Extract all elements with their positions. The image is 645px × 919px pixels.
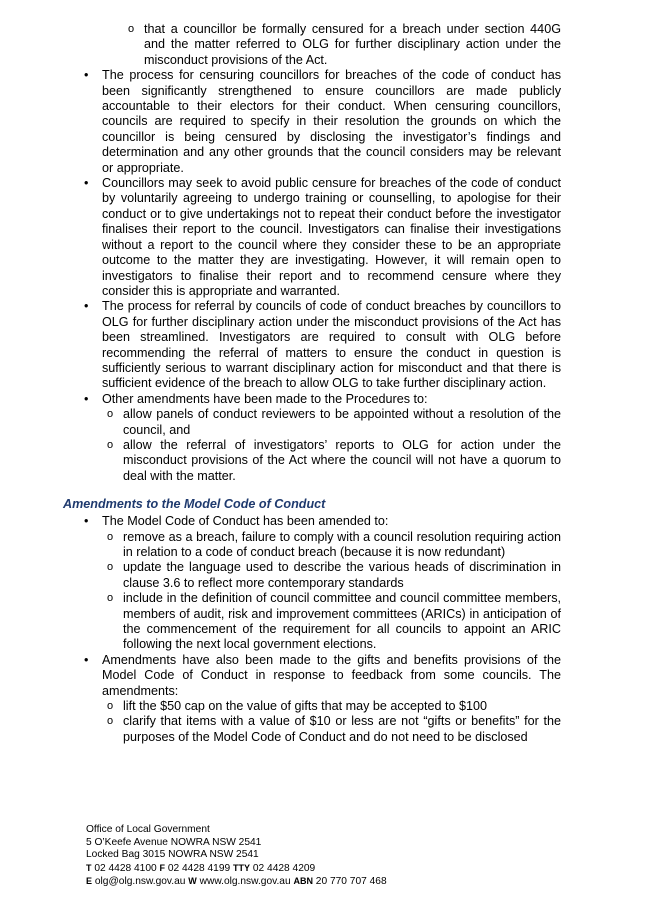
section-heading: Amendments to the Model Code of Conduct (63, 497, 326, 512)
bullet-referral-process: • The process for referral by councils of code of conduct breaches by councillors to OLG for further disciplinary action under the misconduct provisions of the Act has been streamlined. Investigators are required to consult with OLG before recommending the referral of matters to ensure the conduct in question is sufficiently serious to warrant disciplinary action for misconduct and that there is sufficient evidence of the breach to allow OLG to take further disciplinary action. (81, 299, 561, 391)
phone-value: 02 4428 4100 (94, 862, 157, 874)
other-amendments-intro: Other amendments have been made to the Procedures to: (102, 391, 428, 406)
sub-list-item: o allow the referral of investigators’ reports to OLG for action under the misconduct provisions of the Act where the council will not have a quorum to deal with the matter. (102, 438, 561, 484)
bullet-other-amendments (81, 392, 561, 484)
abn-value: 20 770 707 468 (315, 876, 387, 888)
model-code-intro: The Model Code of Conduct has been amended to: (102, 514, 389, 529)
sub-list-item: o allow panels of conduct reviewers to be appointed without a resolution of the council, and (102, 407, 561, 438)
bullet-model-code (81, 514, 561, 653)
email-link[interactable]: olg@olg.nsw.gov.au (94, 876, 186, 888)
bullet-avoid-censure: • Councillors may seek to avoid public censure for breaches of the code of conduct by voluntarily agreeing to undergo training or counselling, to apologise for their conduct or to give undertakings not to repeat their conduct before the investigator finalises their report to the council. Investigators can finalise their investigations without a report to the council where they consider these to be an appropriate outcome to the matter they are investigating. However, it will remain open to investigators to finalise their report and to recommend censure where they consider this is appropriate and warranted. (81, 176, 561, 299)
email-label: E (86, 876, 93, 887)
sub-list-item: o clarify that items with a value of $10 or less are not “gifts or benefits” for the purposes of the Model Code of Conduct and do not need to be disclosed (102, 714, 561, 745)
footer-phone-line (86, 862, 387, 876)
sub-list-item: o update the language used to describe the various heads of discrimination in clause 3.6 to reflect more contemporary standards (102, 560, 561, 591)
sub-list-item: o include in the definition of council committee and council committee members, members of audit, risk and improvement committees (ARICs) in anticipation of the commencement of the requirement for all councils to appoint an ARIC following the next local government elections. (102, 591, 561, 653)
page-footer (86, 824, 387, 889)
model-code-sublist (102, 530, 561, 653)
footer-address-street: 5 O’Keefe Avenue NOWRA NSW 2541 (86, 836, 262, 848)
procedures-bullet-list (81, 68, 561, 484)
tty-label: TTY (233, 862, 251, 873)
fax-label: F (159, 862, 166, 873)
abn-label: ABN (293, 876, 313, 887)
sub-list-item: o remove as a breach, failure to comply with a council resolution requiring action in relation to a code of conduct breach (because it is now redundant) (102, 530, 561, 561)
sub-list-item: o that a councillor be formally censured for a breach under section 440G and the matter referred to OLG for further disciplinary action under the misconduct provisions of the Act. (123, 22, 561, 68)
document-body (63, 22, 561, 745)
footer-address-postal: Locked Bag 3015 NOWRA NSW 2541 (86, 849, 259, 861)
footer-org: Office of Local Government (86, 824, 210, 835)
sub-list-item: o lift the $50 cap on the value of gifts that may be accepted to $100 (102, 699, 561, 714)
gifts-sublist (102, 699, 561, 745)
gifts-intro: Amendments have also been made to the gifts and benefits provisions of the Model Code of Conduct in response to feedback from some councils. The amendments: (102, 652, 561, 698)
web-link[interactable]: www.olg.nsw.gov.au (199, 876, 291, 888)
bullet-censure-process: • The process for censuring councillors for breaches of the code of conduct has been significantly strengthened to ensure councillors are made publicly accountable to their electors for their conduct. When censuring councillors, councils are required to specify in their resolution the grounds on which the councillor is being censured by disclosing the investigator’s findings and determination and any other grounds that the council considers may be relevant or appropriate. (81, 68, 561, 176)
model-code-bullet-list (81, 514, 561, 745)
bullet-gifts-benefits (81, 653, 561, 745)
tty-value: 02 4428 4209 (252, 862, 316, 874)
other-amendments-sublist (102, 407, 561, 484)
web-label: W (188, 876, 197, 887)
phone-label: T (86, 862, 92, 873)
fax-value: 02 4428 4199 (167, 862, 231, 874)
footer-contact-line (86, 875, 387, 889)
continuation-sublist (81, 22, 561, 68)
